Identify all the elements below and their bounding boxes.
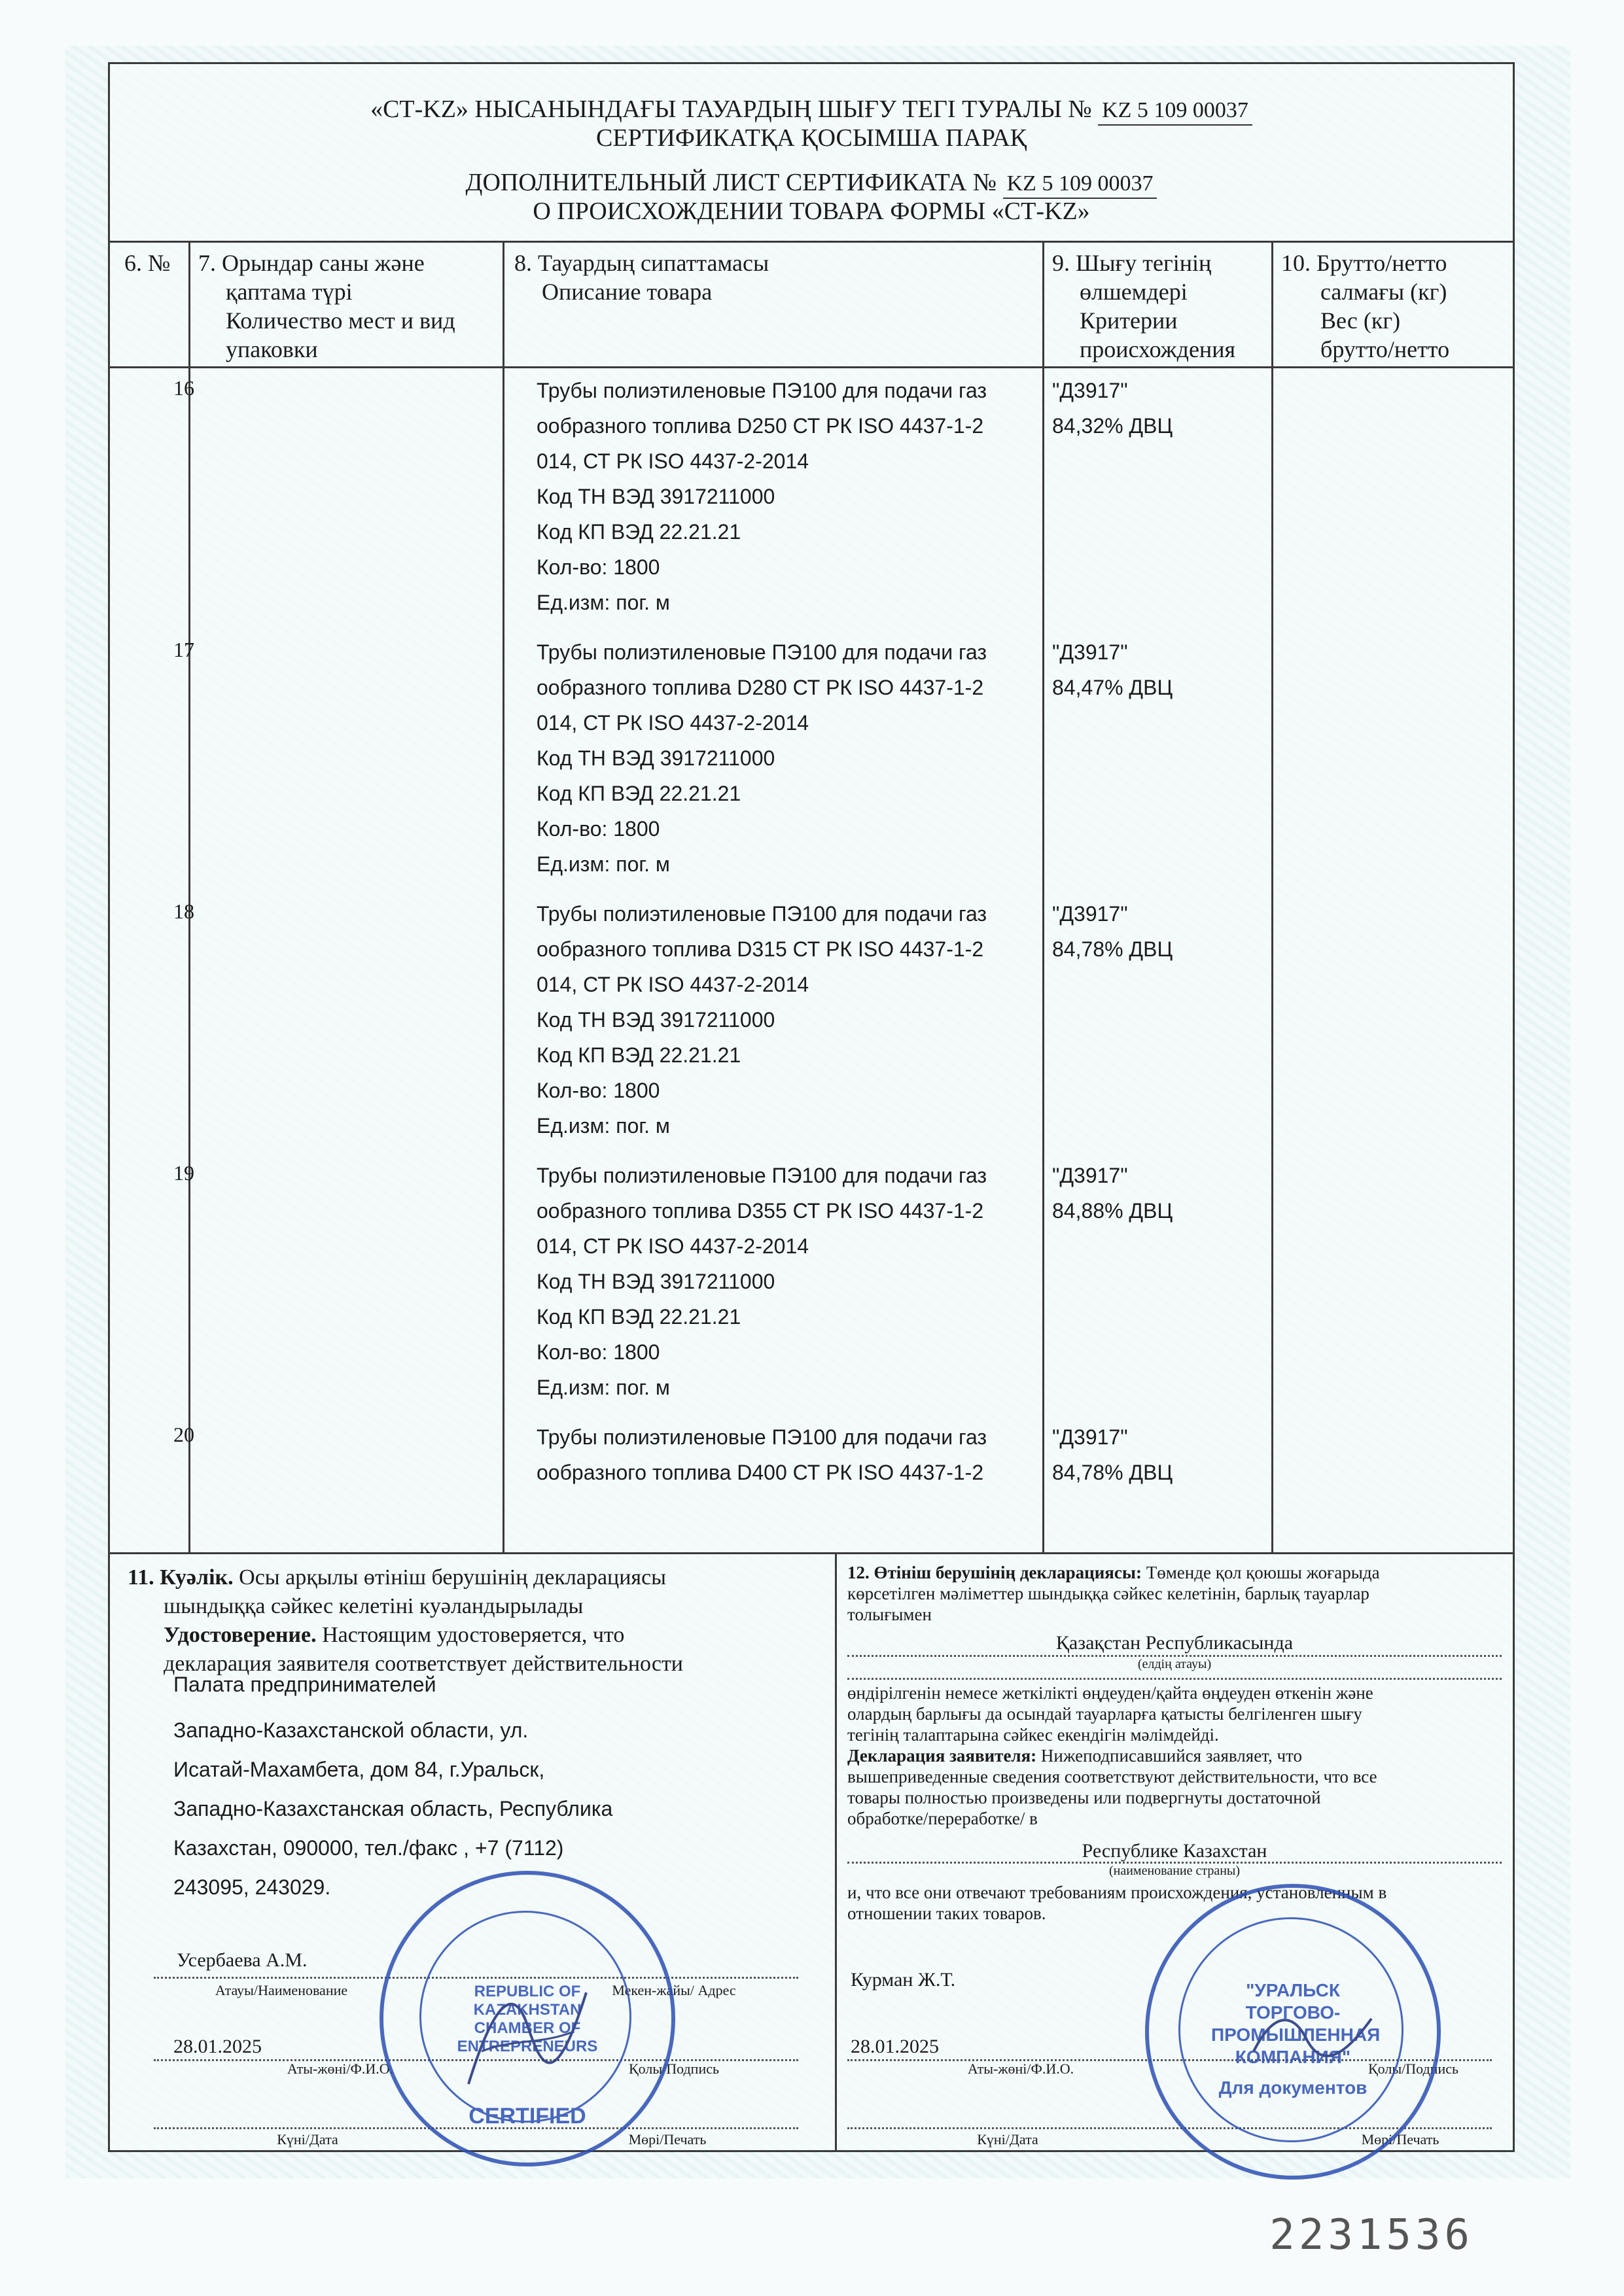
header-divider — [110, 241, 1513, 243]
box12-kz-label: 12. Өтініш берушінің декларациясы: — [847, 1563, 1142, 1582]
desc-line: Трубы полиэтиленовые ПЭ100 для подачи газ — [537, 1164, 987, 1187]
desc-line: Кол-во: 1800 — [537, 817, 660, 841]
box12-caption-country: (елдің атауы) — [1137, 1657, 1212, 1671]
kz-title-line2: СЕРТИФИКАТҚА ҚОСЫМША ПАРАҚ — [596, 124, 1027, 152]
desc-line: 014, СТ РК ISO 4437-2-2014 — [537, 711, 809, 735]
box12-caption-date: Күні/Дата — [977, 2131, 1038, 2148]
ru-title-line2: О ПРОИСХОЖДЕНИИ ТОВАРА ФОРМЫ «СТ-KZ» — [533, 198, 1090, 225]
col10-line1: 10. Брутто/нетто — [1281, 250, 1447, 276]
box11-ru-text-2: декларация заявителя соответствует действительности — [164, 1652, 684, 1676]
box12-text: вышеприведенные сведения соответствуют действительности, что все — [847, 1767, 1377, 1786]
box12-text: Нижеподписавшийся заявляет, что — [1040, 1746, 1302, 1765]
box11-signer-name: Усербаева А.М. — [177, 1949, 308, 1971]
desc-line: Ед.изм: пог. м — [537, 1376, 670, 1399]
item-criteria — [1052, 635, 1173, 705]
criteria-percent: 84,88% ДВЦ — [1052, 1199, 1173, 1223]
box12-caption-fio: Аты-жөні/Ф.И.О. — [967, 2061, 1074, 2077]
col-header-7 — [198, 249, 455, 364]
box12-dotline-blank — [847, 1678, 1502, 1680]
col7-line4: упаковки — [226, 336, 318, 362]
item-criteria — [1052, 373, 1173, 444]
address-line: Западно-Казахстанская область, Республика — [173, 1797, 613, 1820]
desc-line: 014, СТ РК ISO 4437-2-2014 — [537, 449, 809, 473]
seal-text-bottom: CERTIFIED — [468, 2104, 586, 2129]
desc-line: Код КП ВЭД 22.21.21 — [537, 1043, 741, 1067]
col-line-8 — [1042, 241, 1044, 1552]
desc-line: ообразного топлива D400 СТ РК ISO 4437-1-2 — [537, 1461, 984, 1484]
item-description — [537, 1419, 987, 1490]
col-header-10 — [1281, 249, 1449, 364]
criteria-code: "Д3917" — [1052, 640, 1128, 664]
box12-text: обработке/переработке/ в — [847, 1809, 1038, 1828]
box11-certification — [128, 1563, 775, 1679]
desc-line: 014, СТ РК ISO 4437-2-2014 — [537, 1234, 809, 1258]
box12-date: 28.01.2025 — [851, 2036, 939, 2057]
box11-ru-text: Настоящим удостоверяется, что — [322, 1623, 625, 1647]
item-criteria — [1052, 1158, 1173, 1228]
desc-line: Код КП ВЭД 22.21.21 — [537, 520, 741, 544]
box12-country-ru: Республике Казахстан — [1082, 1840, 1267, 1862]
signature-icon — [455, 1973, 599, 2104]
desc-line: Трубы полиэтиленовые ПЭ100 для подачи газ — [537, 902, 987, 926]
criteria-percent: 84,78% ДВЦ — [1052, 937, 1173, 961]
col-header-9 — [1052, 249, 1235, 364]
col9-line2: өлшемдері — [1080, 279, 1188, 305]
col10-line3: Вес (кг) — [1320, 307, 1401, 334]
box12-caption-seal: Мөрі/Печать — [1361, 2131, 1439, 2148]
address-line: Исатай-Махамбета, дом 84, г.Уральск, — [173, 1758, 545, 1781]
kz-title — [110, 96, 1513, 126]
cert-number-ru: KZ 5 109 00037 — [1003, 170, 1157, 199]
seal-text-center: "УРАЛЬСК ТОРГОВО-ПРОМЫШЛЕННАЯ КОМПАНИЯ" — [1211, 1980, 1381, 2067]
form-serial-number: 2231536 — [1269, 2211, 1474, 2259]
box12-signer-name: Курман Ж.Т. — [851, 1969, 956, 1991]
kz-title-line1: «СТ-KZ» НЫСАНЫНДАҒЫ ТАУАРДЫҢ ШЫҒУ ТЕГІ ТУРАЛЫ № — [370, 96, 1092, 123]
desc-line: Код ТН ВЭД 3917211000 — [537, 1270, 775, 1293]
box12-country-kz: Қазақстан Республикасында — [1055, 1632, 1294, 1654]
box11-date: 28.01.2025 — [173, 2036, 262, 2057]
desc-line: Трубы полиэтиленовые ПЭ100 для подачи газ — [537, 1425, 987, 1449]
box11-caption-fio: Аты-жөні/Ф.И.О. — [287, 2061, 394, 2077]
box12-text: Төменде қол қоюшы жоғарыда — [1146, 1563, 1380, 1582]
item-description — [537, 373, 987, 620]
desc-line: ообразного топлива D280 СТ РК ISO 4437-1-2 — [537, 676, 984, 699]
criteria-code: "Д3917" — [1052, 1425, 1128, 1449]
box12-text: толығымен — [847, 1605, 932, 1624]
item-description — [537, 1158, 987, 1405]
desc-line: Ед.изм: пог. м — [537, 1114, 670, 1138]
box12-text: и, что все они отвечают требованиям происхождения, установленным в — [847, 1883, 1387, 1902]
col9-line4: происхождения — [1080, 336, 1236, 362]
box12-ru-label: Декларация заявителя: — [847, 1746, 1037, 1765]
address-line: Западно-Казахстанской области, ул. — [173, 1718, 529, 1742]
seal-text-top: REPUBLIC OF KAZAKHSTAN CHAMBER OF ENTREPRENEURS — [457, 1983, 598, 2055]
item-criteria — [1052, 1419, 1173, 1490]
ru-title-line1: ДОПОЛНИТЕЛЬНЫЙ ЛИСТ СЕРТИФИКАТА № — [465, 169, 997, 196]
col7-line1: 7. Орындар саны және — [198, 250, 425, 276]
desc-line: 014, СТ РК ISO 4437-2-2014 — [537, 973, 809, 996]
col8-line2: Описание товара — [542, 279, 713, 305]
item-description — [537, 635, 987, 882]
criteria-percent: 84,32% ДВЦ — [1052, 414, 1173, 438]
box11-caption-name: Атауы/Наименование — [215, 1982, 348, 1998]
box12-caption-sign: Қолы/Подпись — [1368, 2061, 1459, 2077]
box11-caption-seal: Мөрі/Печать — [628, 2131, 707, 2148]
cert-number-kz: KZ 5 109 00037 — [1098, 97, 1252, 126]
criteria-code: "Д3917" — [1052, 379, 1128, 402]
desc-line: ообразного топлива D355 СТ РК ISO 4437-1-2 — [537, 1199, 984, 1223]
desc-line: ообразного топлива D250 СТ РК ISO 4437-1-2 — [537, 414, 984, 438]
address-line: 243095, 243029. — [173, 1875, 331, 1899]
box12-text: тегінің талаптарына сәйкес екендігін мәлімдейді. — [847, 1725, 1219, 1745]
box12-text: товары полностью произведены или подвергнуты достаточной — [847, 1788, 1321, 1807]
col8-line1: 8. Тауардың сипаттамасы — [514, 250, 769, 276]
ru-title — [110, 169, 1513, 199]
item-number: 20 — [173, 1423, 194, 1446]
desc-line: Ед.изм: пог. м — [537, 852, 670, 876]
box12-text: олардың барлығы да осындай тауарларға қатысты белгіленген шығу — [847, 1704, 1362, 1724]
criteria-percent: 84,78% ДВЦ — [1052, 1461, 1173, 1484]
col-header-6: 6. № — [124, 250, 171, 276]
desc-line: Трубы полиэтиленовые ПЭ100 для подачи газ — [537, 379, 987, 402]
col9-line3: Критерии — [1080, 307, 1178, 334]
col10-line4: брутто/нетто — [1320, 336, 1450, 362]
address-line: Казахстан, 090000, тел./факс , +7 (7112) — [173, 1836, 564, 1860]
address-line: Палата предпринимателей — [173, 1673, 436, 1696]
item-number: 17 — [173, 638, 194, 661]
desc-line: Код ТН ВЭД 3917211000 — [537, 485, 775, 508]
box11-caption-address: Мекен-жайы/ Адрес — [612, 1982, 736, 1998]
item-number: 16 — [173, 376, 194, 400]
box11-caption-sign: Қолы/Подпись — [628, 2061, 720, 2077]
box12-text: көрсетілген мәліметтер шындыққа сәйкес келетінін, барлық тауарлар — [847, 1584, 1369, 1603]
signature-icon — [1247, 1999, 1378, 2078]
desc-line: Код КП ВЭД 22.21.21 — [537, 782, 741, 805]
box11-ru-label: Удостоверение. — [164, 1623, 317, 1647]
desc-line: ообразного топлива D315 СТ РК ISO 4437-1-2 — [537, 937, 984, 961]
box11-caption-date: Күні/Дата — [277, 2131, 338, 2148]
col-line-9 — [1271, 241, 1273, 1552]
desc-line: Кол-во: 1800 — [537, 555, 660, 579]
desc-line: Ед.изм: пог. м — [537, 591, 670, 614]
col10-line2: салмағы (кг) — [1320, 279, 1447, 305]
col-line-6 — [188, 241, 190, 1552]
desc-line: Кол-во: 1800 — [537, 1079, 660, 1102]
col7-line3: Количество мест и вид — [226, 307, 455, 334]
table-bottom-divider — [110, 1552, 1513, 1554]
col-line-7 — [503, 241, 504, 1552]
criteria-code: "Д3917" — [1052, 902, 1128, 926]
desc-line: Код ТН ВЭД 3917211000 — [537, 746, 775, 770]
criteria-percent: 84,47% ДВЦ — [1052, 676, 1173, 699]
item-criteria — [1052, 896, 1173, 967]
box11-kz-text-2: шындыққа сәйкес келетіні куәландырылады — [164, 1594, 584, 1618]
box12-text: өндірілгенін немесе жеткілікті өңдеуден/қайта өңдеуден өткенін және — [847, 1683, 1373, 1703]
column-header-divider — [110, 366, 1513, 368]
box12-declaration — [847, 1562, 1502, 1924]
col7-line2: қаптама түрі — [226, 279, 353, 305]
box11-kz-label: 11. Куәлік. — [128, 1565, 234, 1590]
col-header-8 — [514, 249, 769, 306]
box12-caption-country-ru: (наименование страны) — [1108, 1864, 1241, 1878]
desc-line: Код ТН ВЭД 3917211000 — [537, 1008, 775, 1032]
chamber-seal-stamp — [380, 1871, 675, 2166]
box12-text: отношении таких товаров. — [847, 1904, 1046, 1923]
col9-line1: 9. Шығу тегінің — [1052, 250, 1212, 276]
box11-kz-text: Осы арқылы өтініш берушінің декларациясы — [239, 1565, 666, 1590]
seal-text-bottom: Для документов — [1218, 2078, 1368, 2098]
item-number: 18 — [173, 899, 194, 923]
desc-line: Код КП ВЭД 22.21.21 — [537, 1305, 741, 1329]
company-seal-stamp — [1145, 1884, 1441, 2180]
desc-line: Трубы полиэтиленовые ПЭ100 для подачи газ — [537, 640, 987, 664]
criteria-code: "Д3917" — [1052, 1164, 1128, 1187]
box-divider — [835, 1552, 837, 2152]
item-description — [537, 896, 987, 1143]
item-number: 19 — [173, 1161, 194, 1185]
desc-line: Кол-во: 1800 — [537, 1340, 660, 1364]
